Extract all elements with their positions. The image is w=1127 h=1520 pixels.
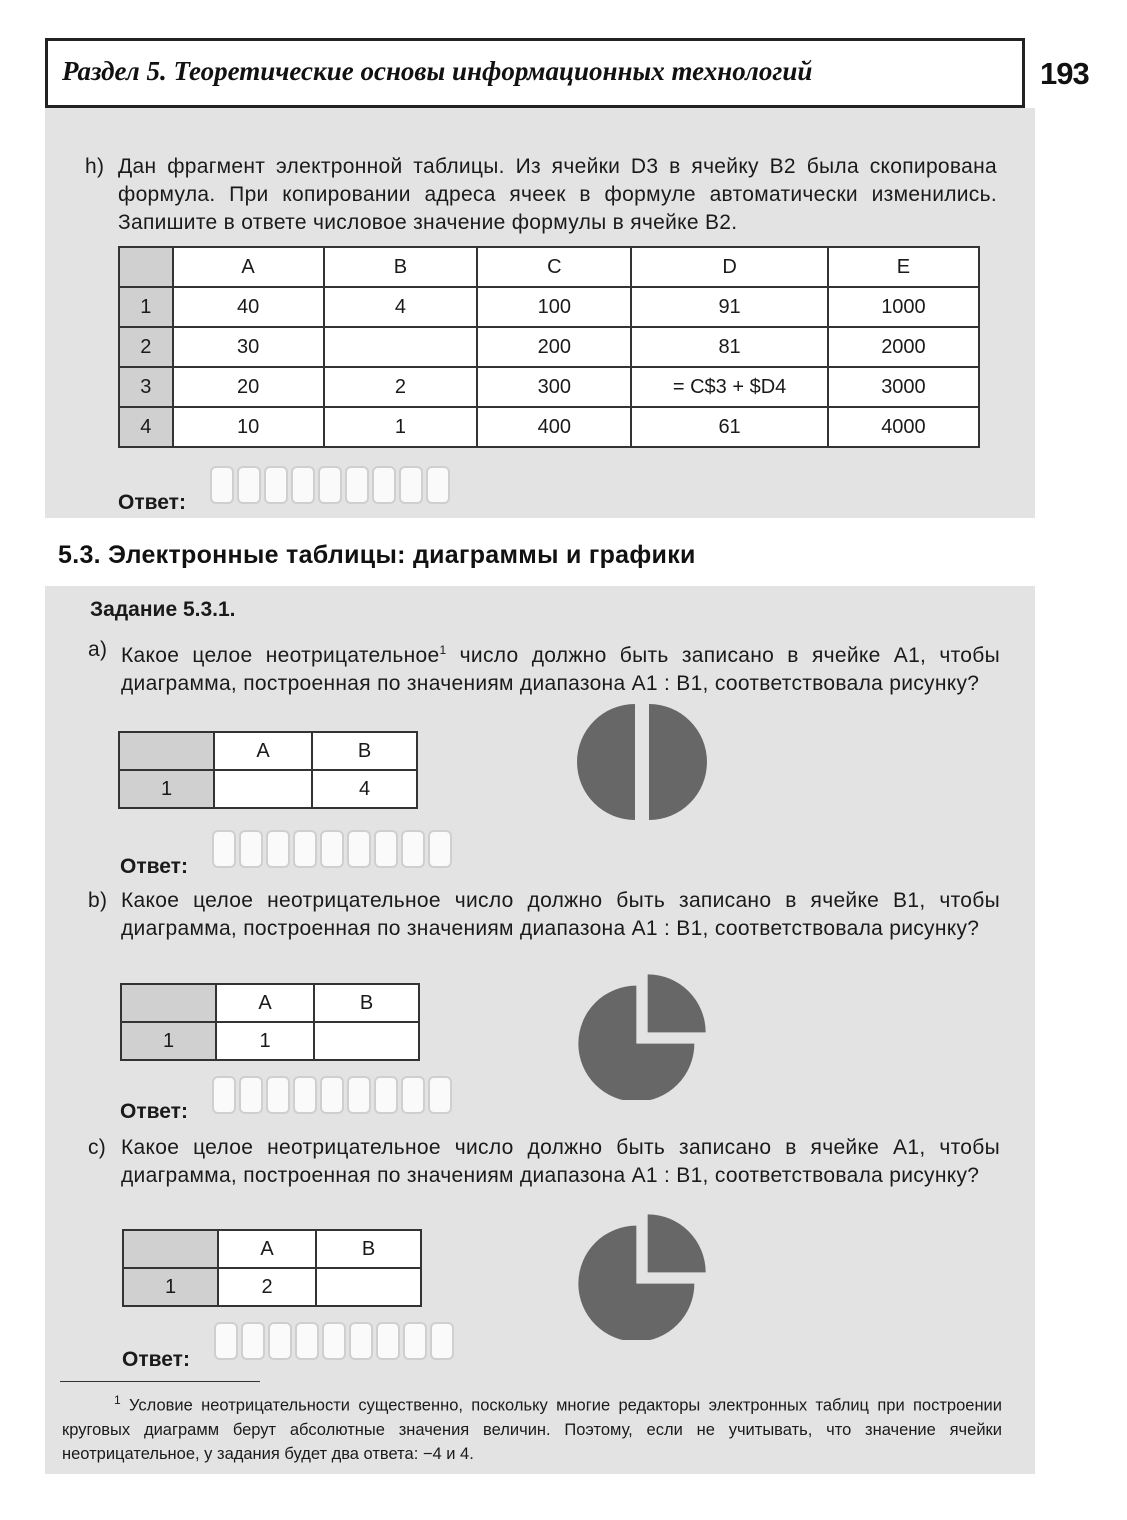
answer-boxes-b[interactable] — [212, 1076, 452, 1114]
pie-chart-b — [570, 960, 720, 1100]
table-row — [123, 1268, 421, 1306]
answer-char-box[interactable] — [430, 1322, 454, 1360]
table-cell — [314, 1022, 419, 1060]
table-row — [121, 1022, 419, 1060]
spreadsheet-table-a — [118, 731, 418, 809]
table-header-row — [119, 247, 979, 287]
table-row — [119, 770, 417, 808]
answer-char-box[interactable] — [322, 1322, 346, 1360]
answer-char-box[interactable] — [349, 1322, 373, 1360]
answer-label-c: Ответ: — [122, 1348, 190, 1371]
answer-char-box[interactable] — [237, 466, 261, 504]
answer-label-h: Ответ: — [118, 491, 186, 514]
answer-char-box[interactable] — [428, 830, 452, 868]
answer-label-a: Ответ: — [120, 855, 188, 878]
answer-char-box[interactable] — [295, 1322, 319, 1360]
answer-char-box[interactable] — [268, 1322, 292, 1360]
table-cell — [324, 327, 478, 367]
table-cell: 300 — [477, 367, 631, 407]
row-header: 1 — [119, 287, 173, 327]
answer-char-box[interactable] — [239, 830, 263, 868]
table-cell: 2 — [324, 367, 478, 407]
task-b-text-block — [88, 887, 1000, 943]
table-cell: 20 — [173, 367, 324, 407]
pie-chart-a — [570, 700, 720, 830]
table-cell: 61 — [631, 407, 828, 447]
footnote-number: 1 — [114, 1393, 121, 1407]
answer-char-box[interactable] — [320, 830, 344, 868]
table-row — [119, 287, 979, 327]
col-header: B — [312, 732, 417, 770]
row-header: 1 — [123, 1268, 218, 1306]
table-cell: 4 — [312, 770, 417, 808]
answer-char-box[interactable] — [266, 1076, 290, 1114]
footnote-text: Условие неотрицательности существенно, поскольку многие редакторы электронных таблиц при построении круговых диаграмм берут абсолютные значения величин. Поэтому, если не учитывать, что значение ячейки неотрицательное, у задания будет два ответа: −4 и 4. — [62, 1396, 1002, 1463]
table-cell: 1 — [324, 407, 478, 447]
answer-char-box[interactable] — [214, 1322, 238, 1360]
table-cell: 2 — [218, 1268, 316, 1306]
table-cell: 81 — [631, 327, 828, 367]
answer-char-box[interactable] — [212, 830, 236, 868]
answer-char-box[interactable] — [376, 1322, 400, 1360]
answer-boxes-c[interactable] — [214, 1322, 454, 1360]
col-header: D — [631, 247, 828, 287]
row-header: 1 — [121, 1022, 216, 1060]
answer-char-box[interactable] — [347, 830, 371, 868]
table-cell — [316, 1268, 421, 1306]
table-row — [119, 367, 979, 407]
col-header: C — [477, 247, 631, 287]
col-header: B — [316, 1230, 421, 1268]
answer-char-box[interactable] — [212, 1076, 236, 1114]
page-header-title: Раздел 5. Теоретические основы информационных технологий — [62, 56, 813, 86]
col-header: B — [314, 984, 419, 1022]
col-header: A — [214, 732, 312, 770]
table-cell: 40 — [173, 287, 324, 327]
table-row — [119, 407, 979, 447]
task-h-letter: h) — [85, 155, 105, 178]
answer-char-box[interactable] — [291, 466, 315, 504]
col-header: A — [216, 984, 314, 1022]
row-header: 2 — [119, 327, 173, 367]
table-cell: 100 — [477, 287, 631, 327]
pie-chart-c — [570, 1200, 720, 1340]
answer-char-box[interactable] — [266, 830, 290, 868]
table-row — [119, 327, 979, 367]
table-header-row — [123, 1230, 421, 1268]
answer-char-box[interactable] — [241, 1322, 265, 1360]
table-cell: 400 — [477, 407, 631, 447]
answer-char-box[interactable] — [320, 1076, 344, 1114]
table-cell: 200 — [477, 327, 631, 367]
answer-char-box[interactable] — [428, 1076, 452, 1114]
answer-boxes-a[interactable] — [212, 830, 452, 868]
footnote-rule — [60, 1381, 260, 1382]
pie-slice — [577, 704, 635, 820]
task-h-text: Дан фрагмент электронной таблицы. Из ячейки D3 в ячейку B2 была скопирована формула. При копировании адреса ячеек в формуле автоматически изменились. Запишите в ответе числовое значение формулы в ячейке B2. — [118, 155, 997, 234]
task-c-letter: c) — [88, 1136, 107, 1159]
answer-char-box[interactable] — [264, 466, 288, 504]
row-header: 4 — [119, 407, 173, 447]
page-number: 193 — [1040, 56, 1089, 91]
col-header: B — [324, 247, 478, 287]
task-a-text — [121, 636, 1000, 698]
spreadsheet-table-h — [118, 246, 980, 448]
spreadsheet-table-b — [120, 983, 420, 1061]
pie-slice — [648, 974, 706, 1032]
answer-char-box[interactable] — [210, 466, 234, 504]
task-b-letter: b) — [88, 889, 108, 912]
col-header: A — [173, 247, 324, 287]
task-a-text-block — [88, 636, 1000, 698]
task-h-text-block — [85, 153, 997, 237]
corner-cell — [121, 984, 216, 1022]
answer-char-box[interactable] — [401, 830, 425, 868]
answer-char-box[interactable] — [403, 1322, 427, 1360]
answer-char-box[interactable] — [293, 830, 317, 868]
table-cell: 4000 — [828, 407, 979, 447]
corner-cell — [123, 1230, 218, 1268]
table-cell — [214, 770, 312, 808]
table-cell: 3000 — [828, 367, 979, 407]
spreadsheet-table-c — [122, 1229, 422, 1307]
table-cell: 91 — [631, 287, 828, 327]
answer-char-box[interactable] — [347, 1076, 371, 1114]
answer-char-box[interactable] — [293, 1076, 317, 1114]
table-cell: 4 — [324, 287, 478, 327]
section-title: 5.3. Электронные таблицы: диаграммы и графики — [58, 541, 696, 569]
footnote-mark: 1 — [439, 643, 447, 657]
answer-char-box[interactable] — [374, 1076, 398, 1114]
task-c-text-block — [88, 1134, 1000, 1190]
pie-slice — [648, 1214, 706, 1272]
table-cell: 2000 — [828, 327, 979, 367]
answer-char-box[interactable] — [318, 466, 342, 504]
row-header: 1 — [119, 770, 214, 808]
footnote — [62, 1388, 1002, 1466]
task-a-letter: a) — [88, 638, 108, 661]
table-header-row — [121, 984, 419, 1022]
row-header: 3 — [119, 367, 173, 407]
corner-cell — [119, 732, 214, 770]
task-label: Задание 5.3.1. — [90, 598, 236, 621]
answer-char-box[interactable] — [426, 466, 450, 504]
answer-label-b: Ответ: — [120, 1100, 188, 1123]
answer-char-box[interactable] — [399, 466, 423, 504]
table-cell: 1000 — [828, 287, 979, 327]
pie-slice — [649, 704, 707, 820]
table-cell: 10 — [173, 407, 324, 447]
answer-char-box[interactable] — [372, 466, 396, 504]
task-c-text: Какое целое неотрицательное число должно быть записано в ячейке A1, чтобы диаграмма, построенная по значениям диапазона A1 : B1, соответствовала рисунку? — [121, 1136, 1000, 1187]
answer-char-box[interactable] — [239, 1076, 263, 1114]
task-a-text-before: Какое целое неотрицательное — [121, 644, 440, 667]
table-cell: 30 — [173, 327, 324, 367]
table-header-row — [119, 732, 417, 770]
answer-char-box[interactable] — [374, 830, 398, 868]
formula-cell: = C$3 + $D4 — [631, 367, 828, 407]
answer-boxes-h[interactable] — [210, 466, 450, 504]
col-header: A — [218, 1230, 316, 1268]
table-cell: 1 — [216, 1022, 314, 1060]
answer-char-box[interactable] — [345, 466, 369, 504]
answer-char-box[interactable] — [401, 1076, 425, 1114]
task-a-text-after: число должно быть записано в ячейке A1, чтобы диаграмма, построенная по значениям диапазона A1 : B1, соответствовала рисунку? — [121, 644, 1000, 695]
task-b-text: Какое целое неотрицательное число должно быть записано в ячейке B1, чтобы диаграмма, построенная по значениям диапазона A1 : B1, соответствовала рисунку? — [121, 889, 1000, 940]
corner-cell — [119, 247, 173, 287]
col-header: E — [828, 247, 979, 287]
